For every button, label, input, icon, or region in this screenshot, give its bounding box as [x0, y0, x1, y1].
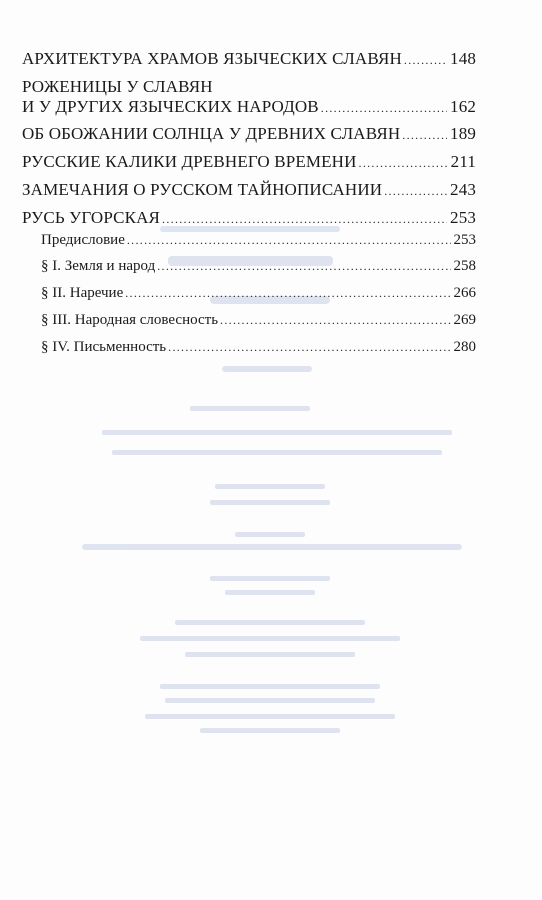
toc-subentry-title: § II. Наречие — [41, 285, 124, 301]
toc-entry-title: РУССКИЕ КАЛИКИ ДРЕВНЕГО ВРЕМЕНИ — [22, 152, 357, 171]
leader-dots — [404, 53, 447, 68]
toc-subentry-title: § IV. Письменность — [41, 339, 167, 355]
leader-dots — [384, 184, 447, 199]
toc-entry-page: 243 — [450, 180, 476, 199]
leader-dots — [162, 212, 447, 227]
toc-entry-page: 148 — [450, 49, 476, 68]
leader-dots — [168, 340, 450, 355]
toc-subentry[interactable] — [22, 258, 476, 275]
toc-subentry[interactable] — [22, 312, 476, 329]
toc-subentry-page: 258 — [453, 258, 476, 274]
toc-entry-title: ЗАМЕЧАНИЯ О РУССКОМ ТАЙНОПИСАНИИ — [22, 180, 383, 199]
leader-dots — [359, 156, 448, 171]
leader-dots — [321, 101, 447, 116]
toc-entry-title: АРХИТЕКТУРА ХРАМОВ ЯЗЫЧЕСКИХ СЛАВЯН — [22, 49, 402, 68]
leader-dots — [220, 313, 450, 328]
toc-subentry[interactable] — [22, 285, 476, 302]
toc-entry-title: ОБ ОБОЖАНИИ СОЛНЦА У ДРЕВНИХ СЛАВЯН — [22, 124, 401, 143]
toc-entry-title-line-2: И У ДРУГИХ ЯЗЫЧЕСКИХ НАРОДОВ — [22, 97, 319, 116]
toc-entry[interactable] — [22, 208, 476, 228]
toc-entry-line-2 — [22, 97, 476, 117]
toc-entry-title: РУСЬ УГОРСКАЯ — [22, 208, 161, 227]
toc-subentry[interactable] — [22, 232, 476, 249]
toc-entry[interactable] — [22, 77, 476, 117]
toc-subentry-title: § I. Земля и народ — [41, 258, 156, 274]
toc-entry-page: 189 — [450, 124, 476, 143]
toc-entry-line-1 — [22, 77, 476, 97]
leader-dots — [127, 233, 451, 248]
toc-entry-title-line-1: РОЖЕНИЦЫ У СЛАВЯН — [22, 77, 213, 96]
toc-entry-page: 211 — [450, 152, 476, 171]
toc-entry-page: 162 — [450, 97, 476, 116]
table-of-contents — [22, 49, 476, 356]
toc-subentry[interactable] — [22, 339, 476, 356]
leader-dots — [125, 286, 450, 301]
toc-entry[interactable] — [22, 152, 476, 172]
toc-subentry-page: 280 — [453, 339, 476, 355]
toc-subentry-page: 269 — [453, 312, 476, 328]
toc-subentry-page: 266 — [453, 285, 476, 301]
toc-subentry-title: Предисловие — [41, 232, 125, 248]
toc-subentry-page: 253 — [453, 232, 476, 248]
toc-entry-page: 253 — [450, 208, 476, 227]
toc-subentry-title: § III. Народная словесность — [41, 312, 219, 328]
toc-entry[interactable] — [22, 49, 476, 69]
toc-entry[interactable] — [22, 180, 476, 200]
toc-entry[interactable] — [22, 124, 476, 144]
leader-dots — [157, 259, 450, 274]
leader-dots — [402, 128, 447, 143]
